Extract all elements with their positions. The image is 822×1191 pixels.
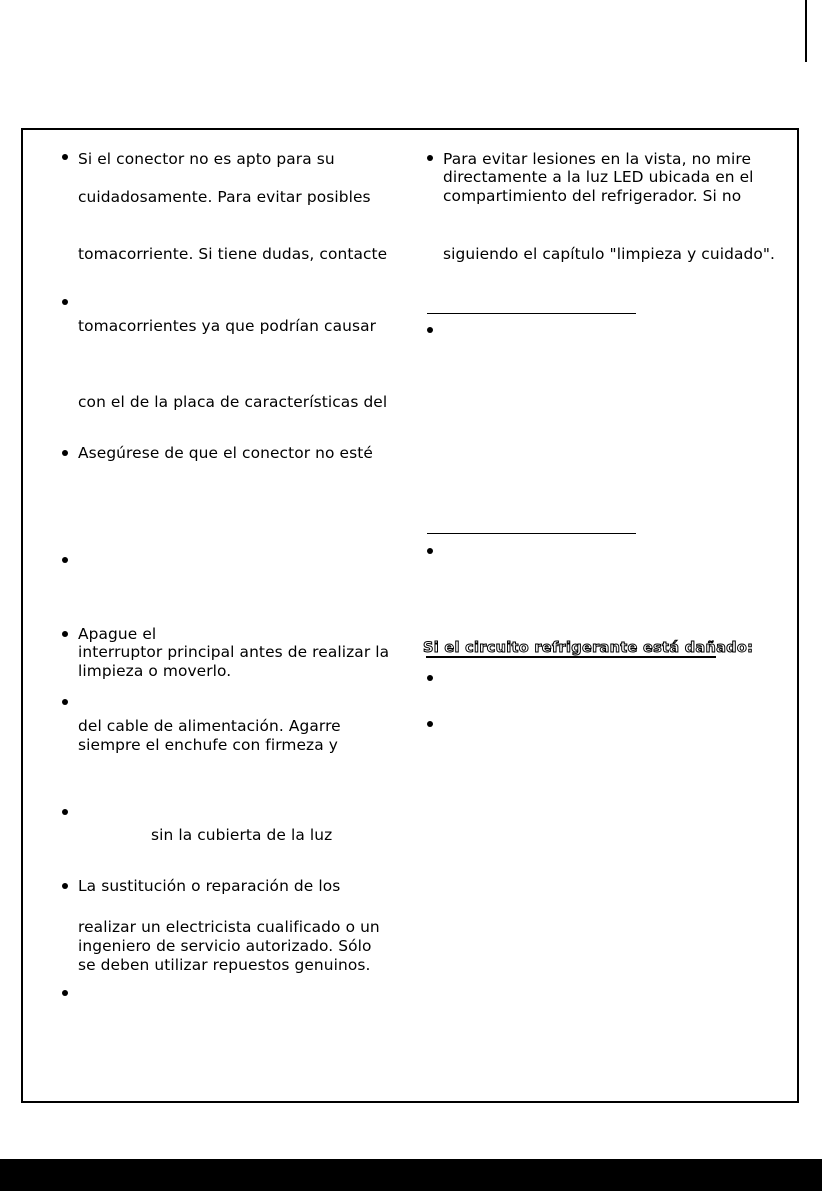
text-line: siguiendo el capítulo "limpieza y cuidado". (443, 245, 776, 263)
bullet-dot (427, 548, 433, 554)
text-line: limpieza o moverlo. (78, 662, 232, 680)
bullet-dot (427, 721, 433, 727)
text-line: directamente a la luz LED ubicada en el (443, 168, 754, 186)
text-line: tomacorriente. Si tiene dudas, contacte (78, 245, 388, 263)
bullet-dot (427, 155, 433, 161)
text-line: con el de la placa de características del (78, 393, 388, 411)
text-line: Para evitar lesiones en la vista, no mire (443, 150, 752, 168)
text-line: La sustitución o reparación de los (78, 877, 341, 895)
text-line: cuidadosamente. Para evitar posibles (78, 188, 371, 206)
text-line: compartimiento del refrigerador. Si no (443, 187, 742, 205)
bullet-dot (62, 299, 68, 305)
section-heading: Si el circuito refrigerante está dañado: (423, 640, 754, 656)
text-line: ingeniero de servicio autorizado. Sólo (78, 937, 372, 955)
bullet-dot (62, 450, 68, 456)
text-line: interruptor principal antes de realizar la (78, 643, 390, 661)
text-line: se deben utilizar repuestos genuinos. (78, 956, 371, 974)
text-line: Apague el (78, 625, 157, 643)
text-line: Asegúrese de que el conector no esté (78, 444, 373, 462)
text-line: tomacorrientes ya que podrían causar (78, 317, 377, 335)
bullet-dot (62, 557, 68, 563)
bullet-dot (62, 699, 68, 705)
text-line: realizar un electricista cualificado o un (78, 918, 380, 936)
bullet-dot (62, 631, 68, 637)
bullet-dot (62, 883, 68, 889)
text-line: Si el conector no es apto para su (78, 150, 335, 168)
bullet-dot (427, 675, 433, 681)
bullet-dot (62, 990, 68, 996)
text-line: del cable de alimentación. Agarre (78, 717, 341, 735)
section-rule (427, 313, 636, 314)
text-line: siempre el enchufe con firmeza y (78, 736, 338, 754)
bullet-dot (62, 809, 68, 815)
text-line: sin la cubierta de la luz (151, 826, 333, 844)
bullet-dot (62, 154, 68, 160)
bottom-black-bar (0, 1159, 822, 1191)
top-right-rule (805, 0, 807, 62)
section-rule (427, 533, 636, 534)
heading-underline (426, 656, 716, 658)
bullet-dot (427, 327, 433, 333)
